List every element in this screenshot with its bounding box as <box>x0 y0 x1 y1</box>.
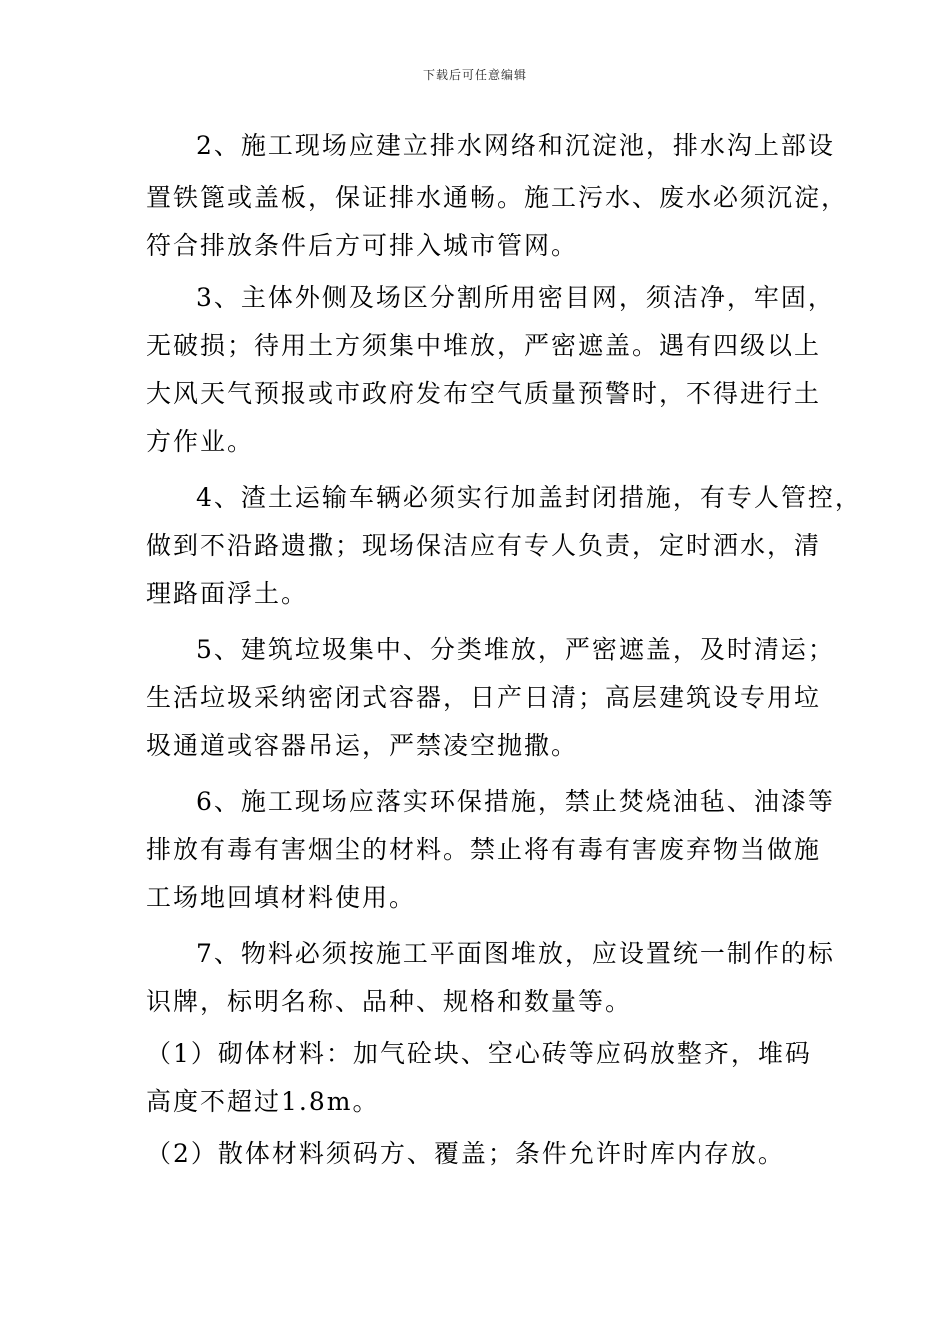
paragraph-line: （2）散体材料须码方、覆盖；条件允许时库内存放。 <box>146 1139 785 1168</box>
paragraph-line: 置铁篦或盖板，保证排水通畅。施工污水、废水必须沉淀， <box>146 183 849 212</box>
paragraph-line: 大风天气预报或市政府发布空气质量预警时，不得进行土 <box>146 379 822 408</box>
paragraph-line: 无破损；待用土方须集中堆放，严密遮盖。遇有四级以上 <box>146 331 822 360</box>
paragraph-line: 4、渣土运输车辆必须实行加盖封闭措施，有专人管控， <box>196 483 862 512</box>
page-header: 下载后可任意编辑 <box>422 68 527 82</box>
paragraph-line: 工场地回填材料使用。 <box>146 883 417 912</box>
paragraph-line: 3、主体外侧及场区分割所用密目网，须洁净，牢固， <box>196 283 835 312</box>
paragraph-line: （1）砌体材料：加气砼块、空心砖等应码放整齐，堆码 <box>146 1039 812 1068</box>
paragraph-line: 符合排放条件后方可排入城市管网。 <box>146 231 579 260</box>
paragraph-line: 理路面浮土。 <box>146 579 309 608</box>
paragraph-line: 方作业。 <box>146 427 255 456</box>
paragraph-line: 排放有毒有害烟尘的材料。禁止将有毒有害废弃物当做施 <box>146 835 822 864</box>
paragraph-line: 做到不沿路遗撒；现场保洁应有专人负责，定时洒水，清 <box>146 531 822 560</box>
paragraph-line: 6、施工现场应落实环保措施，禁止焚烧油毡、油漆等 <box>196 787 835 816</box>
paragraph-line: 圾通道或容器吊运，严禁凌空抛撒。 <box>146 731 579 760</box>
paragraph-line: 7、物料必须按施工平面图堆放，应设置统一制作的标 <box>196 939 835 968</box>
paragraph-line: 生活垃圾采纳密闭式容器，日产日清；高层建筑设专用垃 <box>146 683 822 712</box>
paragraph-line: 高度不超过1.8m。 <box>146 1087 380 1116</box>
paragraph-line: 5、建筑垃圾集中、分类堆放，严密遮盖，及时清运； <box>196 635 835 664</box>
paragraph-line: 识牌，标明名称、品种、规格和数量等。 <box>146 987 633 1016</box>
paragraph-line: 2、施工现场应建立排水网络和沉淀池，排水沟上部设 <box>196 131 835 160</box>
